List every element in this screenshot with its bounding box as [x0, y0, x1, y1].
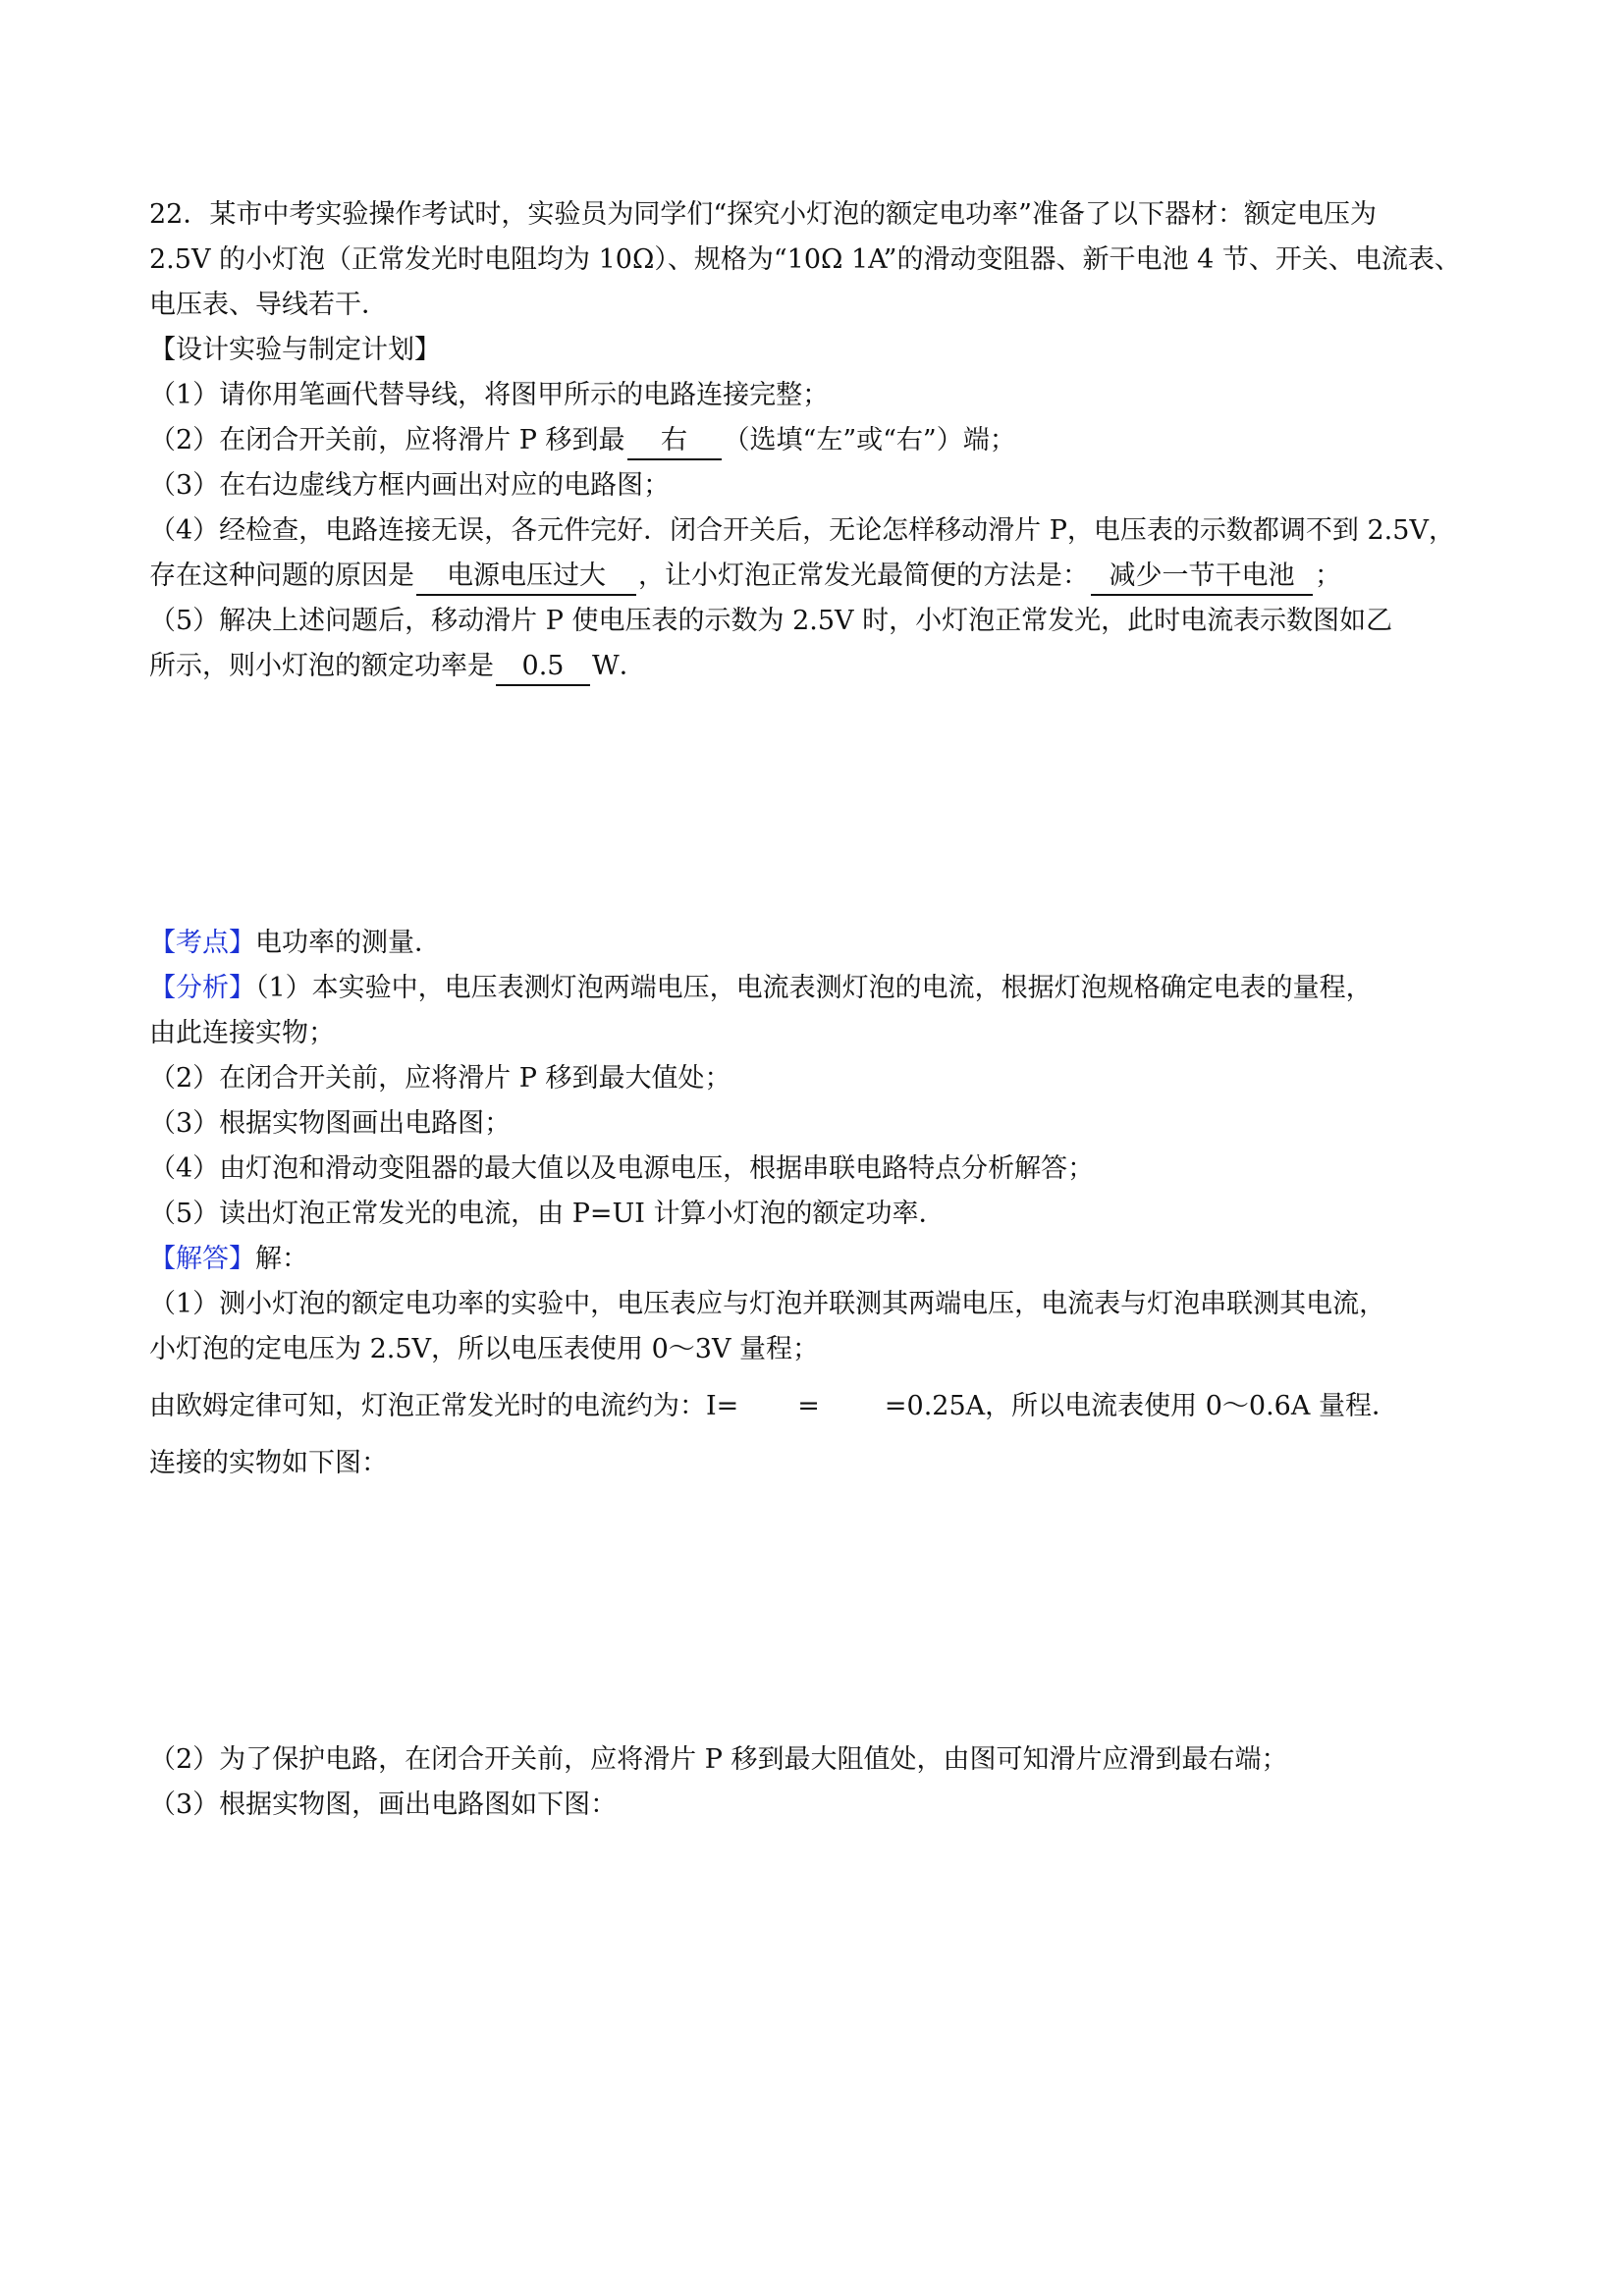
question-line-1: 22．某市中考实验操作考试时，实验员为同学们“探究小灯泡的额定电功率”准备了以下器材：额定电压为 [149, 199, 1377, 230]
ohm-prefix: 由欧姆定律可知，灯泡正常发光时的电流约为：I= [149, 1391, 739, 1421]
jieda-tag: 【解答】 [149, 1244, 255, 1274]
q5-prefix: 所示，则小灯泡的额定功率是 [149, 651, 494, 681]
sub-question-1: （1）请你用笔画代替导线，将图甲所示的电路连接完整； [149, 380, 830, 410]
fenxi-text-1: （1）本实验中，电压表测灯泡两端电压，电流表测灯泡的电流，根据灯泡规格确定电表的量程， [255, 973, 1373, 1003]
jieda-line [149, 1237, 1485, 1282]
sub-question-4-line-2 [149, 554, 1485, 599]
spacer [149, 1372, 1485, 1384]
jieda-item-1-line-2: 小灯泡的定电压为 2.5V，所以电压表使用 0～3V 量程； [149, 1334, 820, 1364]
q4-suffix: ； [1315, 561, 1341, 591]
ohm-suffix: =0.25A，所以电流表使用 0～0.6A 量程． [884, 1391, 1398, 1421]
jieda-item-2: （2）为了保护电路，在闭合开关前，应将滑片 P 移到最大阻值处，由图可知滑片应滑到最右端； [149, 1744, 1288, 1775]
q2-prefix: （2）在闭合开关前，应将滑片 P 移到最 [149, 425, 625, 455]
q5-answer-blank: 0.5 [496, 649, 590, 686]
kaodian-tag: 【考点】 [149, 928, 255, 958]
spacer [149, 1429, 1485, 1441]
figure-space-2 [149, 1486, 1485, 1737]
sub-question-5-line-1: （5）解决上述问题后，移动滑片 P 使电压表的示数为 2.5V 时，小灯泡正常发光，此时电流表示数图如乙 [149, 606, 1393, 636]
q4-prefix: 存在这种问题的原因是 [149, 561, 414, 591]
ohm-equals: = [797, 1391, 820, 1421]
sub-question-2 [149, 418, 1485, 463]
document-content [149, 192, 1485, 1828]
jieda-item-1-line-1: （1）测小灯泡的额定电功率的实验中，电压表应与灯泡并联测其两端电压，电流表与灯泡串联测其电流， [149, 1289, 1386, 1319]
sub-question-5-line-2 [149, 644, 1485, 689]
question-line-3: 电压表、导线若干． [149, 290, 388, 320]
kaodian-line [149, 921, 1485, 966]
section-heading: 【设计实验与制定计划】 [149, 335, 441, 365]
q4-answer-blank-2: 减少一节干电池 [1091, 559, 1313, 596]
fenxi-item-3: （3）根据实物图画出电路图； [149, 1108, 512, 1139]
fenxi-tag: 【分析】 [149, 973, 255, 1003]
jieda-item-3: （3）根据实物图，画出电路图如下图： [149, 1789, 618, 1820]
sub-question-4-line-1: （4）经检查，电路连接无误，各元件完好．闭合开关后，无论怎样移动滑片 P，电压表的示数都调不到 2.5V， [149, 515, 1455, 546]
q2-suffix: （选填“左”或“右”）端； [723, 425, 1016, 455]
q5-suffix: W． [592, 651, 646, 681]
ohm-law-line [149, 1384, 1485, 1429]
q4-middle: ，让小灯泡正常发光最简便的方法是： [638, 561, 1089, 591]
fenxi-item-2: （2）在闭合开关前，应将滑片 P 移到最大值处； [149, 1063, 731, 1094]
fenxi-item-5: （5）读出灯泡正常发光的电流，由 P=UI 计算小灯泡的额定功率． [149, 1199, 946, 1229]
question-line-2: 2.5V 的小灯泡（正常发光时电阻均为 10Ω）、规格为“10Ω 1A”的滑动变阻器、新干电池 4 节、开关、电流表、 [149, 244, 1461, 275]
connect-caption: 连接的实物如下图： [149, 1448, 388, 1478]
jieda-text: 解： [255, 1244, 308, 1274]
q2-answer-blank: 右 [627, 423, 722, 460]
kaodian-text: 电功率的测量． [255, 928, 441, 958]
fenxi-line-2: 由此连接实物； [149, 1018, 335, 1048]
fenxi-item-4: （4）由灯泡和滑动变阻器的最大值以及电源电压，根据串联电路特点分析解答； [149, 1153, 1095, 1184]
sub-question-3: （3）在右边虚线方框内画出对应的电路图； [149, 470, 671, 501]
q4-answer-blank-1: 电源电压过大 [416, 559, 636, 596]
figure-space-1 [149, 689, 1485, 921]
fenxi-line-1 [149, 966, 1485, 1011]
